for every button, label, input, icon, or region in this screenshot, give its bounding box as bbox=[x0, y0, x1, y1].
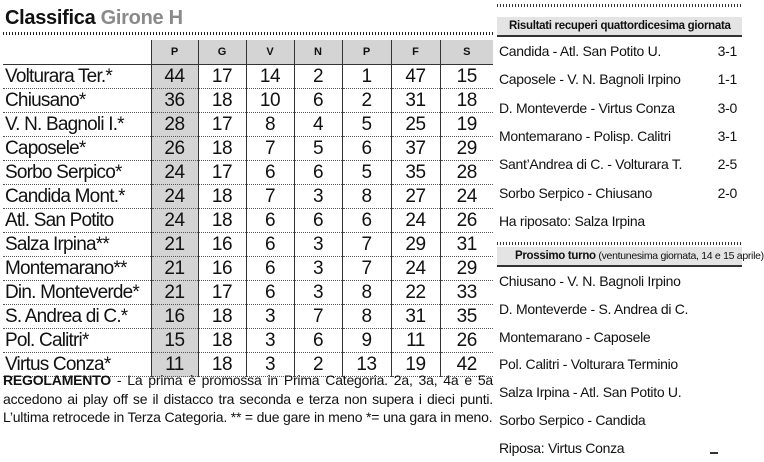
drawn-cell: 7 bbox=[294, 305, 342, 329]
standings-panel bbox=[3, 0, 493, 375]
lost-cell: 7 bbox=[342, 257, 391, 281]
goals-for-cell: 22 bbox=[391, 281, 440, 305]
goals-for-cell: 27 bbox=[391, 185, 440, 209]
goals-against-cell: 42 bbox=[440, 353, 493, 377]
goals-for-cell: 25 bbox=[391, 113, 440, 137]
goals-against-cell: 33 bbox=[440, 281, 493, 305]
won-cell: 10 bbox=[246, 89, 294, 113]
list-item: Salza Irpina - Atl. San Potito U. bbox=[499, 384, 682, 401]
team-name: Atl. San Potito bbox=[3, 209, 151, 233]
team-name: Volturara Ter.* bbox=[3, 65, 151, 89]
lost-cell: 8 bbox=[342, 185, 391, 209]
drawn-cell: 3 bbox=[294, 257, 342, 281]
goals-for-cell: 19 bbox=[391, 353, 440, 377]
lost-cell: 9 bbox=[342, 329, 391, 353]
team-name: V. N. Bagnoli I.* bbox=[3, 113, 151, 137]
goals-for-cell: 37 bbox=[391, 137, 440, 161]
points-cell: 21 bbox=[151, 257, 198, 281]
goals-for-cell: 35 bbox=[391, 161, 440, 185]
standings-header-row bbox=[3, 40, 493, 65]
table-row bbox=[3, 113, 493, 137]
team-name: Virtus Conza* bbox=[3, 353, 151, 377]
drawn-cell: 6 bbox=[294, 329, 342, 353]
played-cell: 17 bbox=[198, 281, 246, 305]
lost-cell: 2 bbox=[342, 89, 391, 113]
rest-note bbox=[497, 207, 742, 235]
won-cell: 6 bbox=[246, 281, 294, 305]
header-team bbox=[3, 40, 151, 65]
results-column bbox=[497, 0, 764, 462]
goals-for-cell: 29 bbox=[391, 233, 440, 257]
goals-for-cell: 24 bbox=[391, 209, 440, 233]
won-cell: 6 bbox=[246, 257, 294, 281]
match-teams: D. Monteverde - Virtus Conza bbox=[499, 99, 675, 116]
title-main: Classifica bbox=[5, 7, 96, 29]
points-cell: 36 bbox=[151, 89, 198, 113]
regulation-label: REGOLAMENTO bbox=[3, 372, 111, 388]
corner-mark bbox=[710, 452, 718, 454]
goals-for-cell: 11 bbox=[391, 329, 440, 353]
table-row bbox=[3, 185, 493, 209]
played-cell: 17 bbox=[198, 161, 246, 185]
rest-team: Ha riposato: Salza Irpina bbox=[499, 212, 645, 229]
drawn-cell: 6 bbox=[294, 209, 342, 233]
match-score: 3-0 bbox=[717, 99, 737, 116]
results-top-rule bbox=[497, 4, 742, 7]
lost-cell: 6 bbox=[342, 137, 391, 161]
table-row bbox=[3, 161, 493, 185]
won-cell: 8 bbox=[246, 113, 294, 137]
goals-for-cell: 31 bbox=[391, 305, 440, 329]
title-divider bbox=[3, 32, 493, 35]
goals-against-cell: 26 bbox=[440, 329, 493, 353]
played-cell: 18 bbox=[198, 209, 246, 233]
team-name: Montemarano** bbox=[3, 257, 151, 281]
team-name: S. Andrea di C.* bbox=[3, 305, 151, 329]
lost-cell: 7 bbox=[342, 233, 391, 257]
drawn-cell: 6 bbox=[294, 89, 342, 113]
header-points: P bbox=[151, 40, 198, 65]
points-cell: 16 bbox=[151, 305, 198, 329]
match-score: 1-1 bbox=[717, 71, 737, 88]
results-list bbox=[497, 37, 742, 235]
goals-for-cell: 24 bbox=[391, 257, 440, 281]
next-round-list bbox=[497, 267, 742, 462]
goals-against-cell: 31 bbox=[440, 233, 493, 257]
results-heading: Risultati recuperi quattordicesima giornata bbox=[497, 17, 742, 35]
played-cell: 18 bbox=[198, 89, 246, 113]
match-teams: Montemarano - Polisp. Calitri bbox=[499, 128, 671, 145]
won-cell: 6 bbox=[246, 233, 294, 257]
lost-cell: 5 bbox=[342, 161, 391, 185]
list-item: Pol. Calitri - Volturara Terminio bbox=[499, 356, 678, 373]
lost-cell: 6 bbox=[342, 209, 391, 233]
table-row bbox=[3, 89, 493, 113]
team-name: Chiusano* bbox=[3, 89, 151, 113]
list-item: Sorbo Serpico - Candida bbox=[499, 411, 646, 428]
header-drawn: N bbox=[294, 40, 342, 65]
list-item bbox=[497, 94, 742, 122]
title-group: Girone H bbox=[100, 7, 183, 29]
goals-against-cell: 28 bbox=[440, 161, 493, 185]
list-item: Chiusano - V. N. Bagnoli Irpino bbox=[499, 272, 681, 289]
regulation-text: - La prima è promossa in Prima Categoria. 2a, 3a, 4a e 5a accedono ai play off se il distacco tra seconda e terza non supera i dieci punti. L’ultima retrocede in Terza Categoria. ** = due gare in meno *= una gara in meno. bbox=[3, 372, 493, 425]
team-name: Sorbo Serpico* bbox=[3, 161, 151, 185]
drawn-cell: 3 bbox=[294, 185, 342, 209]
next-round-detail: (ventunesima giornata, 14 e 15 aprile) bbox=[595, 250, 764, 263]
lost-cell: 5 bbox=[342, 113, 391, 137]
won-cell: 7 bbox=[246, 137, 294, 161]
next-round-heading bbox=[497, 247, 764, 265]
points-cell: 15 bbox=[151, 329, 198, 353]
played-cell: 17 bbox=[198, 65, 246, 89]
drawn-cell: 4 bbox=[294, 113, 342, 137]
drawn-cell: 3 bbox=[294, 233, 342, 257]
won-cell: 14 bbox=[246, 65, 294, 89]
list-item bbox=[497, 150, 742, 178]
match-teams: Caposele - V. N. Bagnoli Irpino bbox=[499, 71, 681, 88]
header-won: V bbox=[246, 40, 294, 65]
list-item bbox=[497, 178, 742, 206]
points-cell: 24 bbox=[151, 161, 198, 185]
drawn-cell: 3 bbox=[294, 281, 342, 305]
table-row bbox=[3, 233, 493, 257]
goals-against-cell: 29 bbox=[440, 137, 493, 161]
points-cell: 24 bbox=[151, 209, 198, 233]
won-cell: 7 bbox=[246, 185, 294, 209]
goals-against-cell: 19 bbox=[440, 113, 493, 137]
team-name: Candida Mont.* bbox=[3, 185, 151, 209]
points-cell: 21 bbox=[151, 281, 198, 305]
goals-against-cell: 35 bbox=[440, 305, 493, 329]
table-row bbox=[3, 137, 493, 161]
played-cell: 16 bbox=[198, 257, 246, 281]
match-score: 3-1 bbox=[717, 128, 737, 145]
lost-cell: 1 bbox=[342, 65, 391, 89]
points-cell: 21 bbox=[151, 233, 198, 257]
list-item bbox=[497, 65, 742, 93]
header-goals-against: S bbox=[440, 40, 493, 65]
team-name: Din. Monteverde* bbox=[3, 281, 151, 305]
points-cell: 24 bbox=[151, 185, 198, 209]
played-cell: 18 bbox=[198, 305, 246, 329]
next-round-title: Prossimo turno bbox=[515, 250, 596, 263]
table-row bbox=[3, 257, 493, 281]
won-cell: 6 bbox=[246, 161, 294, 185]
played-cell: 18 bbox=[198, 329, 246, 353]
standings-title bbox=[3, 0, 493, 36]
header-played: G bbox=[198, 40, 246, 65]
list-item bbox=[497, 122, 742, 150]
header-lost: P bbox=[342, 40, 391, 65]
points-cell: 26 bbox=[151, 137, 198, 161]
goals-against-cell: 26 bbox=[440, 209, 493, 233]
goals-for-cell: 31 bbox=[391, 89, 440, 113]
team-name: Pol. Calitri* bbox=[3, 329, 151, 353]
match-score: 2-5 bbox=[717, 156, 737, 173]
list-item: D. Monteverde - S. Andrea di C. bbox=[499, 300, 689, 317]
lost-cell: 8 bbox=[342, 305, 391, 329]
standings-body bbox=[3, 65, 493, 377]
table-row bbox=[3, 209, 493, 233]
goals-against-cell: 29 bbox=[440, 257, 493, 281]
rest-note: Riposa: Virtus Conza bbox=[499, 439, 625, 456]
header-goals-for: F bbox=[391, 40, 440, 65]
lost-cell: 8 bbox=[342, 281, 391, 305]
played-cell: 18 bbox=[198, 137, 246, 161]
regulation-note bbox=[3, 371, 493, 427]
table-row bbox=[3, 305, 493, 329]
won-cell: 6 bbox=[246, 209, 294, 233]
won-cell: 3 bbox=[246, 329, 294, 353]
played-cell: 18 bbox=[198, 353, 246, 377]
goals-against-cell: 24 bbox=[440, 185, 493, 209]
drawn-cell: 2 bbox=[294, 65, 342, 89]
drawn-cell: 2 bbox=[294, 353, 342, 377]
standings-table bbox=[3, 40, 493, 377]
goals-for-cell: 47 bbox=[391, 65, 440, 89]
match-score: 2-0 bbox=[717, 184, 737, 201]
match-teams: Sorbo Serpico - Chiusano bbox=[499, 184, 653, 201]
table-row bbox=[3, 281, 493, 305]
next-round-top-rule bbox=[497, 242, 742, 245]
drawn-cell: 5 bbox=[294, 137, 342, 161]
table-row bbox=[3, 329, 493, 353]
list-item bbox=[497, 37, 742, 65]
drawn-cell: 6 bbox=[294, 161, 342, 185]
won-cell: 3 bbox=[246, 353, 294, 377]
goals-against-cell: 18 bbox=[440, 89, 493, 113]
table-row bbox=[3, 65, 493, 89]
played-cell: 18 bbox=[198, 185, 246, 209]
points-cell: 11 bbox=[151, 353, 198, 377]
won-cell: 3 bbox=[246, 305, 294, 329]
match-teams: Sant’Andrea di C. - Volturara T. bbox=[499, 156, 683, 173]
team-name: Caposele* bbox=[3, 137, 151, 161]
points-cell: 44 bbox=[151, 65, 198, 89]
match-teams: Candida - Atl. San Potito U. bbox=[499, 43, 662, 60]
match-score: 3-1 bbox=[717, 43, 737, 60]
list-item: Montemarano - Caposele bbox=[499, 328, 651, 345]
team-name: Salza Irpina** bbox=[3, 233, 151, 257]
played-cell: 17 bbox=[198, 113, 246, 137]
goals-against-cell: 15 bbox=[440, 65, 493, 89]
played-cell: 16 bbox=[198, 233, 246, 257]
lost-cell: 13 bbox=[342, 353, 391, 377]
points-cell: 28 bbox=[151, 113, 198, 137]
